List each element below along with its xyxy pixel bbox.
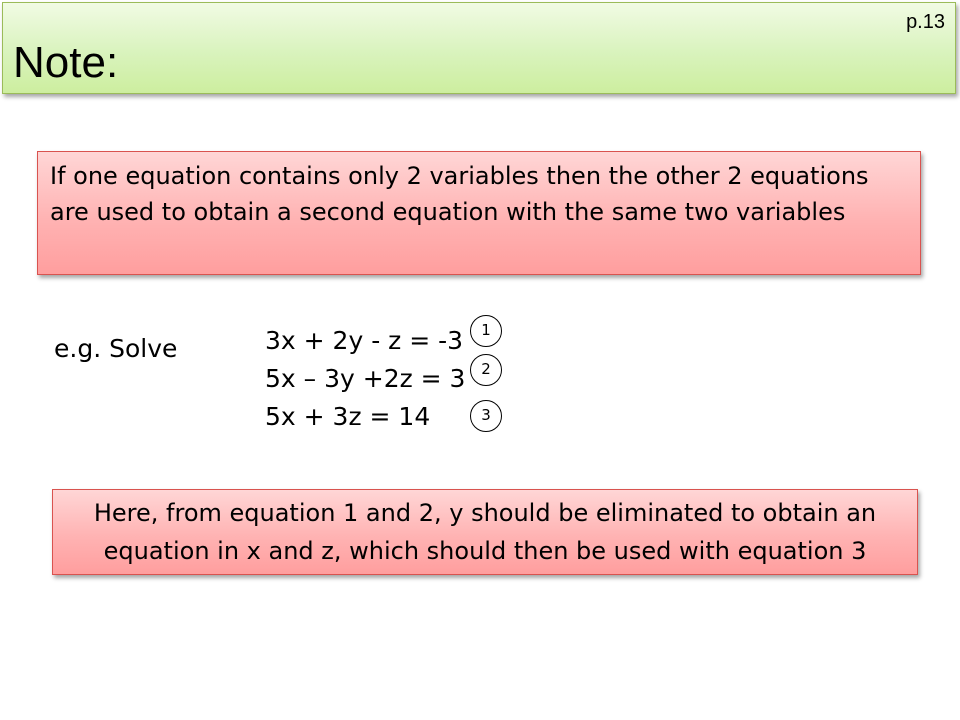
- slide-title: Note:: [13, 38, 119, 87]
- equation-number-1: 1: [470, 315, 502, 347]
- rule-text: If one equation contains only 2 variables then the other 2 equations are used to obtain a second equation with the same two variables: [50, 162, 869, 226]
- equation-number-3: 3: [470, 400, 502, 432]
- equation-3: 5x + 3z = 14: [265, 402, 431, 431]
- equation-2: 5x – 3y +2z = 3: [265, 364, 466, 393]
- equation-1: 3x + 2y - z = -3: [265, 326, 464, 355]
- rule-box: [37, 151, 921, 275]
- explanation-text: Here, from equation 1 and 2, y should be eliminated to obtain an equation in x and z, which should then be used with equation 3: [93, 499, 877, 565]
- example-label: e.g. Solve: [54, 334, 178, 363]
- title-banner: [2, 2, 956, 94]
- explanation-box: [52, 489, 918, 575]
- equation-number-2: 2: [470, 354, 502, 386]
- page-number: p.13: [906, 11, 945, 33]
